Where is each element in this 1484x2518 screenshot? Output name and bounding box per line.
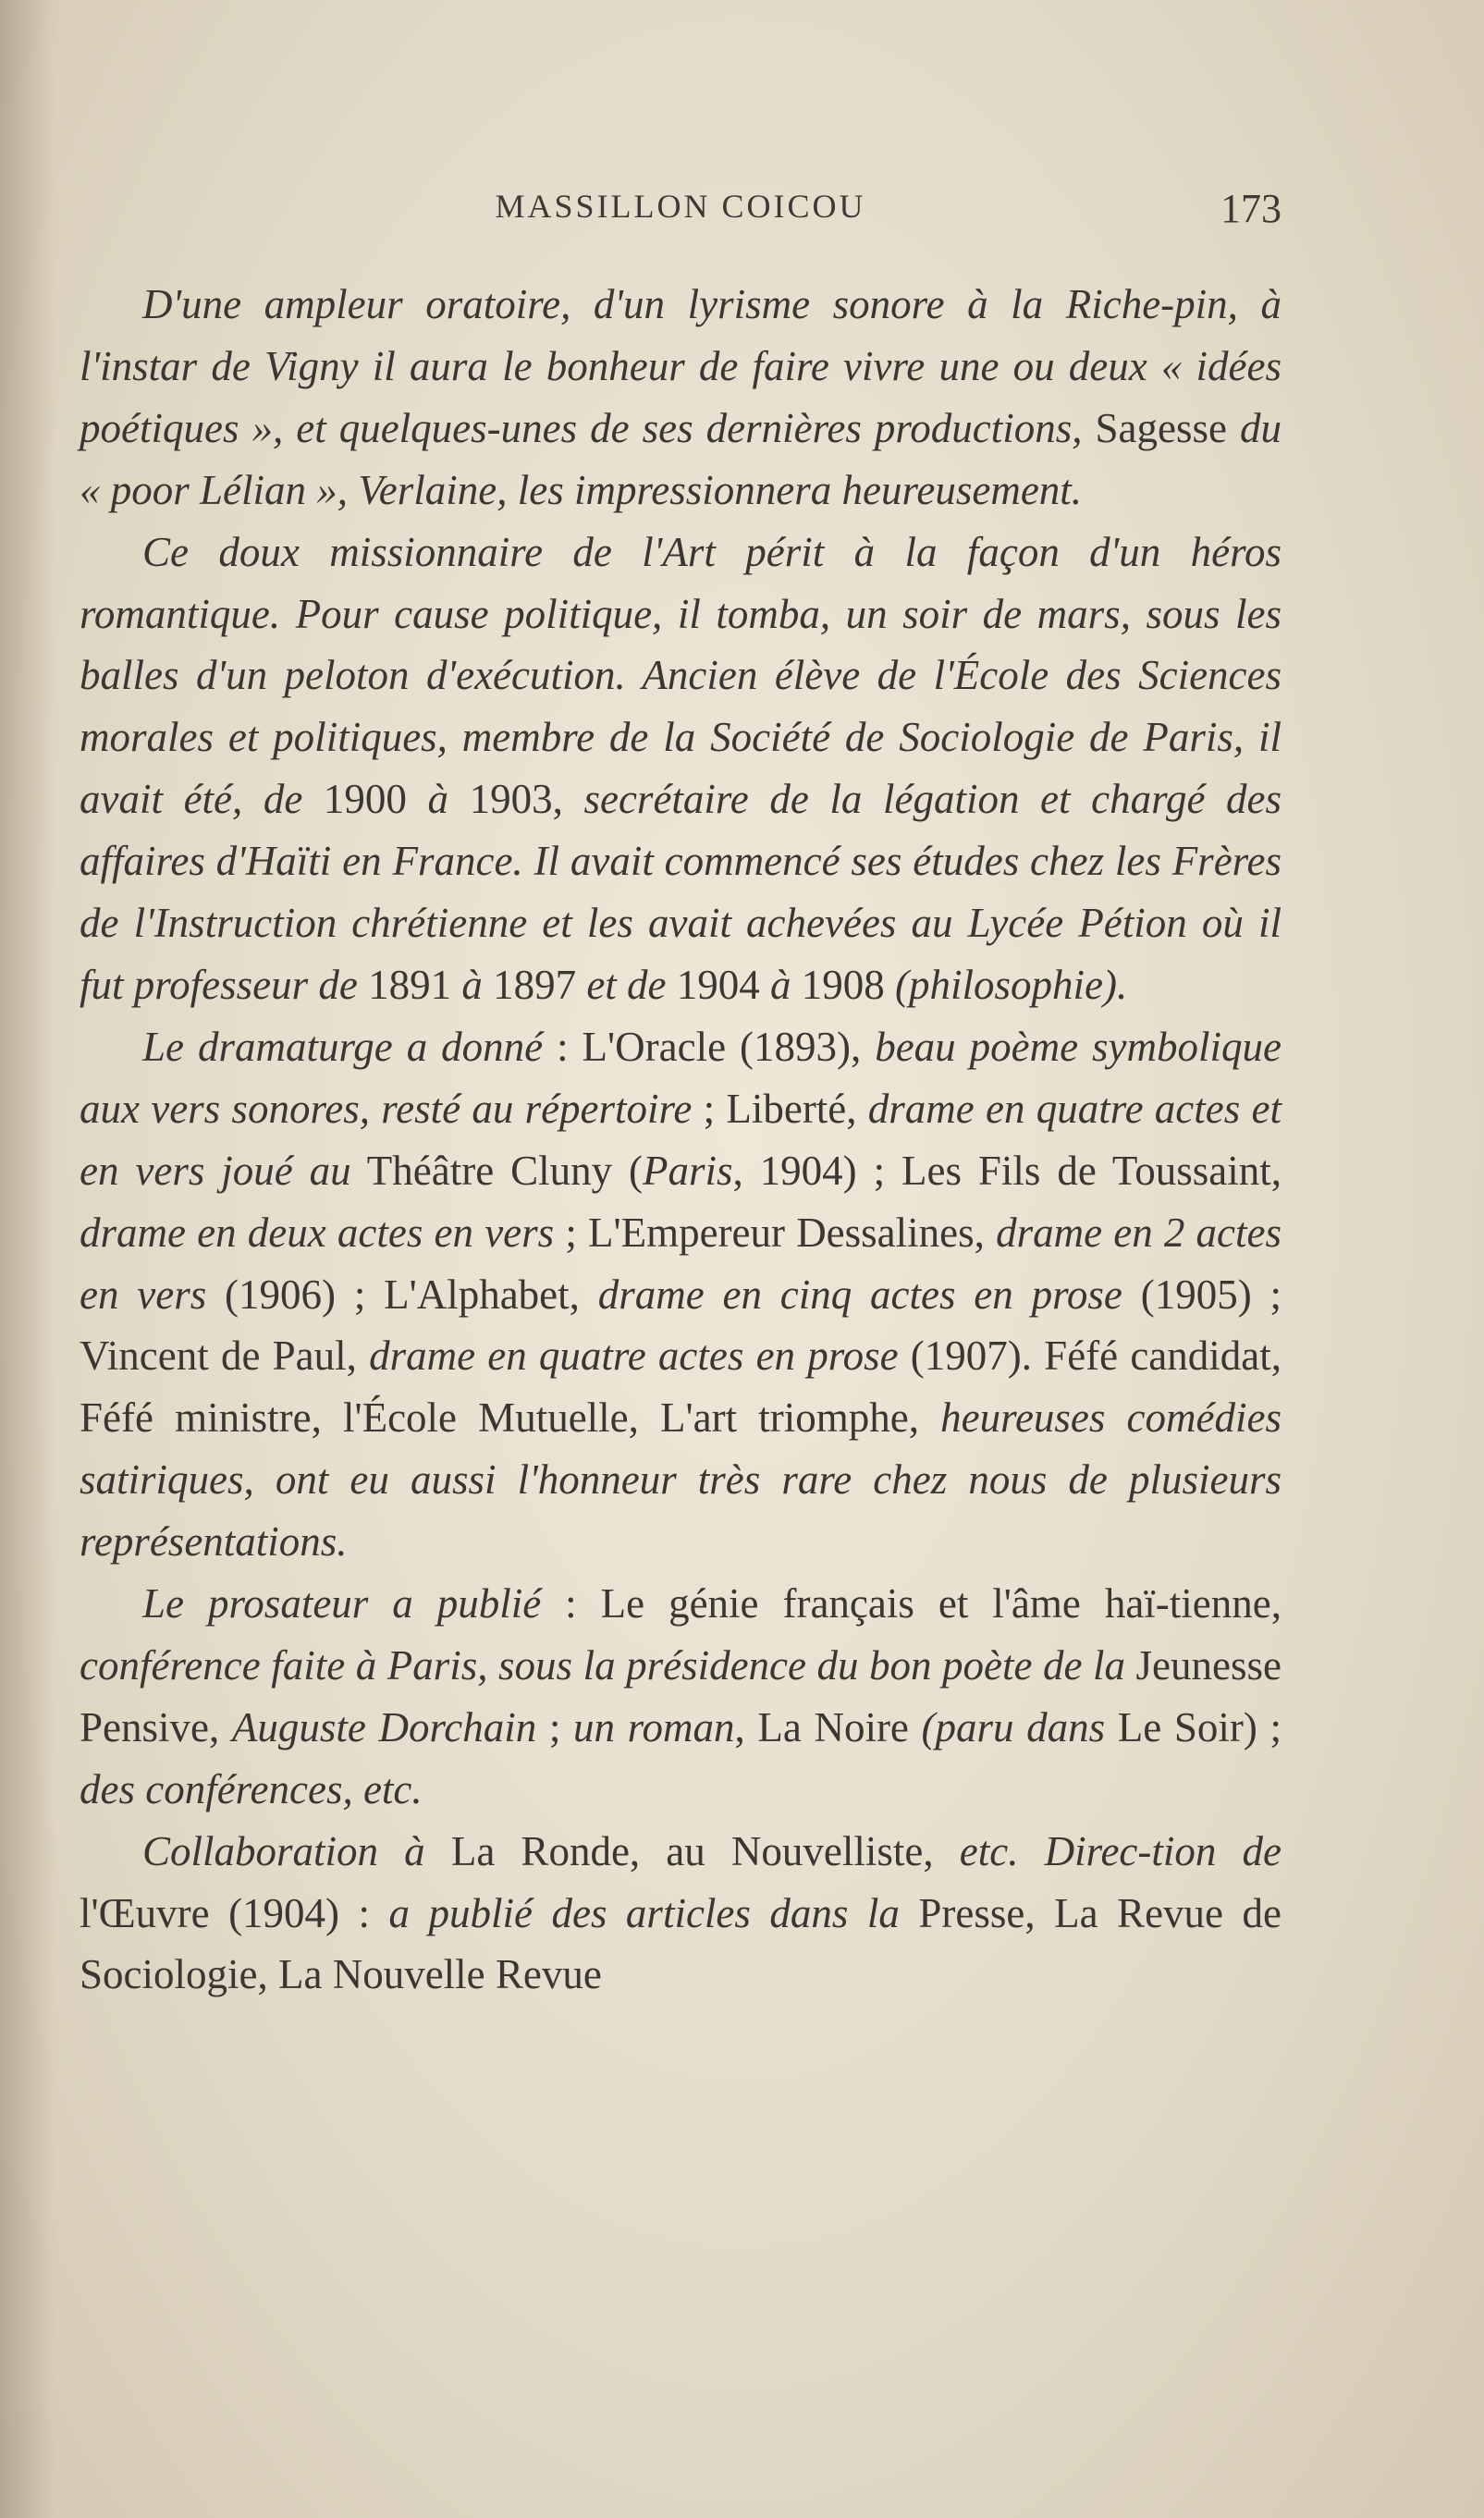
paragraph: [80, 522, 1282, 1016]
roman-run: (1907). Féfé candidat, Féfé ministre, l'École Mutuelle, L'art triomphe,: [80, 1333, 1282, 1442]
italic-run: des conférences, etc.: [80, 1765, 423, 1812]
italic-run: à: [427, 776, 449, 823]
roman-run: Jeunesse Pensive,: [80, 1641, 1282, 1750]
paragraph: [80, 274, 1282, 522]
italic-run: drame en deux actes en vers: [80, 1209, 555, 1256]
italic-run: (philosophie).: [895, 961, 1128, 1008]
italic-run: Le dramaturge a donné: [142, 1023, 544, 1070]
roman-run: (1906) ; L'Alphabet,: [206, 1271, 598, 1318]
italic-run: beau poème symbolique aux vers sonores, resté au répertoire: [80, 1023, 1282, 1132]
roman-run: 1897: [482, 961, 587, 1008]
roman-run: 1908: [791, 961, 896, 1008]
roman-run: Le Soir) ;: [1105, 1703, 1282, 1750]
italic-run: drame en 2 actes en vers: [80, 1209, 1282, 1318]
italic-run: conférence faite à Paris, sous la présidence du bon poète de la: [80, 1641, 1126, 1689]
italic-run: et de: [586, 961, 667, 1008]
roman-run: (1905) ; Vincent de Paul,: [80, 1271, 1282, 1380]
roman-run: , 1904) ; Les Fils de Toussaint,: [732, 1147, 1282, 1194]
italic-run: du « poor Lélian », Verlaine, les impressionnera heureusement.: [80, 404, 1282, 513]
roman-run: : L'Oracle (1893),: [543, 1023, 876, 1070]
roman-run: 1904: [666, 961, 771, 1008]
roman-run: 1900: [302, 776, 428, 823]
roman-run: 1903,: [448, 776, 584, 823]
italic-run: (paru dans: [921, 1703, 1106, 1750]
paragraph: [80, 1573, 1282, 1821]
roman-run: , La Noire: [734, 1703, 922, 1750]
italic-run: un roman: [573, 1703, 735, 1750]
roman-run: Théâtre Cluny (: [350, 1147, 643, 1194]
roman-run: ;: [536, 1703, 574, 1750]
italic-run: drame en quatre actes en prose: [369, 1333, 899, 1380]
roman-run: Sagesse: [1082, 404, 1240, 451]
roman-run: La Ronde, au Nouvelliste,: [424, 1827, 960, 1874]
italic-run: heureuses comédies satiriques, ont eu aussi l'honneur très rare chez nous de plusieurs représentations.: [80, 1394, 1282, 1566]
running-header: [80, 187, 1282, 229]
roman-run: l'Œuvre (1904) :: [80, 1889, 389, 1936]
italic-run: D'une ampleur oratoire, d'un lyrisme sonore à la Riche-pin, à l'instar de Vigny il aura le bonheur de faire vivre une ou deux « idées poétiques », et quelques-unes de ses dernières productions,: [80, 281, 1282, 451]
page-spine-shadow: [0, 0, 55, 2518]
italic-run: secrétaire de la légation et chargé des affaires d'Haïti en France. Il avait commencé ses études chez les Frères de l'Instruction chrétienne et les avait achevées au Lycée Pétion où il fut professeur de: [80, 776, 1282, 1008]
roman-run: : Le génie français et l'âme haï-tienne,: [541, 1580, 1282, 1627]
running-title: MASSILLON COICOU: [495, 188, 866, 225]
italic-run: Ce doux missionnaire de l'Art périt à la façon d'un héros romantique. Pour cause politique, il tomba, un soir de mars, sous les balles d'un peloton d'exécution. Ancien élève de l'École des Sciences morales et politiques, membre de la Société de Sociologie de Paris, il avait été, de: [80, 528, 1282, 823]
page-number: 173: [1220, 186, 1282, 231]
italic-run: Collaboration à: [142, 1827, 425, 1874]
roman-run: ; Liberté,: [692, 1085, 868, 1132]
body-text: [80, 274, 1282, 2006]
italic-run: à: [461, 961, 483, 1008]
italic-run: à: [770, 961, 791, 1008]
italic-run: etc. Direc-tion de: [959, 1827, 1282, 1874]
roman-run: ; L'Empereur Dessalines,: [554, 1209, 997, 1256]
italic-run: drame en quatre actes et en vers joué au: [80, 1085, 1282, 1194]
italic-run: drame en cinq actes en prose: [597, 1271, 1122, 1318]
italic-run: Le prosateur a publié: [142, 1580, 542, 1627]
italic-run: Paris: [643, 1147, 733, 1194]
roman-run: Presse, La Revue de Sociologie, La Nouvelle Revue: [80, 1889, 1282, 1998]
paragraph: [80, 1016, 1282, 1573]
paragraph: [80, 1821, 1282, 2007]
italic-run: Auguste Dorchain: [231, 1703, 537, 1750]
italic-run: a publié des articles dans la: [388, 1889, 900, 1936]
roman-run: 1891: [357, 961, 462, 1008]
